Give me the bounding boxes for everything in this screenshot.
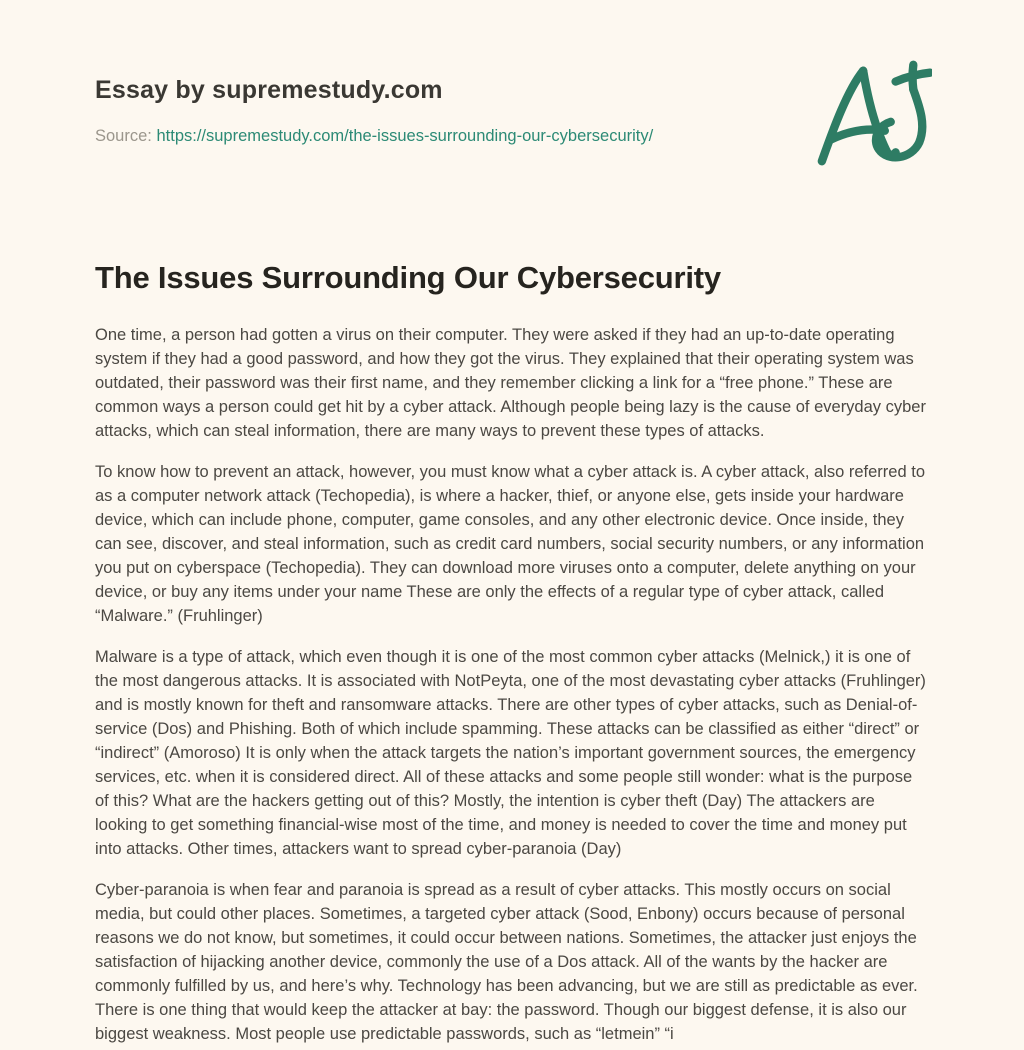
essay-paragraph: Malware is a type of attack, which even though it is one of the most common cyber attacks (Melnick,) it is one of the most dangerous attacks. It is associated with NotPeyta, one of the most devastating cyber attacks (Fruhlinger) and is mostly known for theft and ransomware attacks. There are other types of cyber attacks, such as Denial-of-service (Dos) and Phishing. Both of which include spamming. These attacks can be classified as either “direct” or “indirect” (Amoroso) It is only when the attack targets the nation’s important government sources, the emergency services, etc. when it is considered direct. All of these attacks and some people still wonder: what is the purpose of this? What are the hackers getting out of this? Mostly, the intention is cyber theft (Day) The attackers are looking to get something financial-wise most of the time, and money is needed to cover the time and money put into attacks. Other times, attackers want to spread cyber-paranoia (Day)	[95, 648, 926, 858]
source-label: Source:	[95, 127, 152, 145]
essay-paragraph: To know how to prevent an attack, however, you must know what a cyber attack is. A cyber attack, also referred to as a computer network attack (Techopedia), is where a hacker, thief, or anyone else, gets inside your hardware device, which can include phone, computer, game consoles, and any other electronic device. Once inside, they can see, discover, and steal information, such as credit card numbers, social security numbers, or any information you put on cyberspace (Techopedia). They can download more viruses onto a computer, delete anything on your device, or buy any items under your name These are only the effects of a regular type of cyber attack, called “Malware.” (Fruhlinger)	[95, 463, 925, 625]
a-plus-logo-icon	[814, 58, 932, 170]
essay-byline: Essay by supremestudy.com	[95, 76, 443, 104]
essay-title: The Issues Surrounding Our Cybersecurity	[95, 260, 721, 295]
essay-paragraph: Cyber-paranoia is when fear and paranoia is spread as a result of cyber attacks. This mostly occurs on social media, but could other places. Sometimes, a targeted cyber attack (Sood, Enbony) occurs because of personal reasons we do not know, but sometimes, it could occur between nations. Sometimes, the attacker just enjoys the satisfaction of hijacking another device, commonly the use of a Dos attack. All of the wants by the hacker are commonly fulfilled by us, and here’s why. Technology has been advancing, but we are still as predictable as ever. There is one thing that would keep the attacker at bay: the password. Though our biggest defense, it is also our biggest weakness. Most people use predictable passwords, such as “letmein” “i	[95, 881, 918, 1043]
essay-paragraph: One time, a person had gotten a virus on their computer. They were asked if they had an up-to-date operating system if they had a good password, and how they got the virus. They explained that their operating system was outdated, their password was their first name, and they remember clicking a link for a “free phone.” These are common ways a person could get hit by a cyber attack. Although people being lazy is the cause of everyday cyber attacks, which can steal information, there are many ways to prevent these types of attacks.	[95, 326, 926, 440]
source-link[interactable]: https://supremestudy.com/the-issues-surrounding-our-cybersecurity/	[156, 127, 654, 145]
essay-body	[95, 323, 927, 1046]
source-line	[95, 127, 930, 146]
